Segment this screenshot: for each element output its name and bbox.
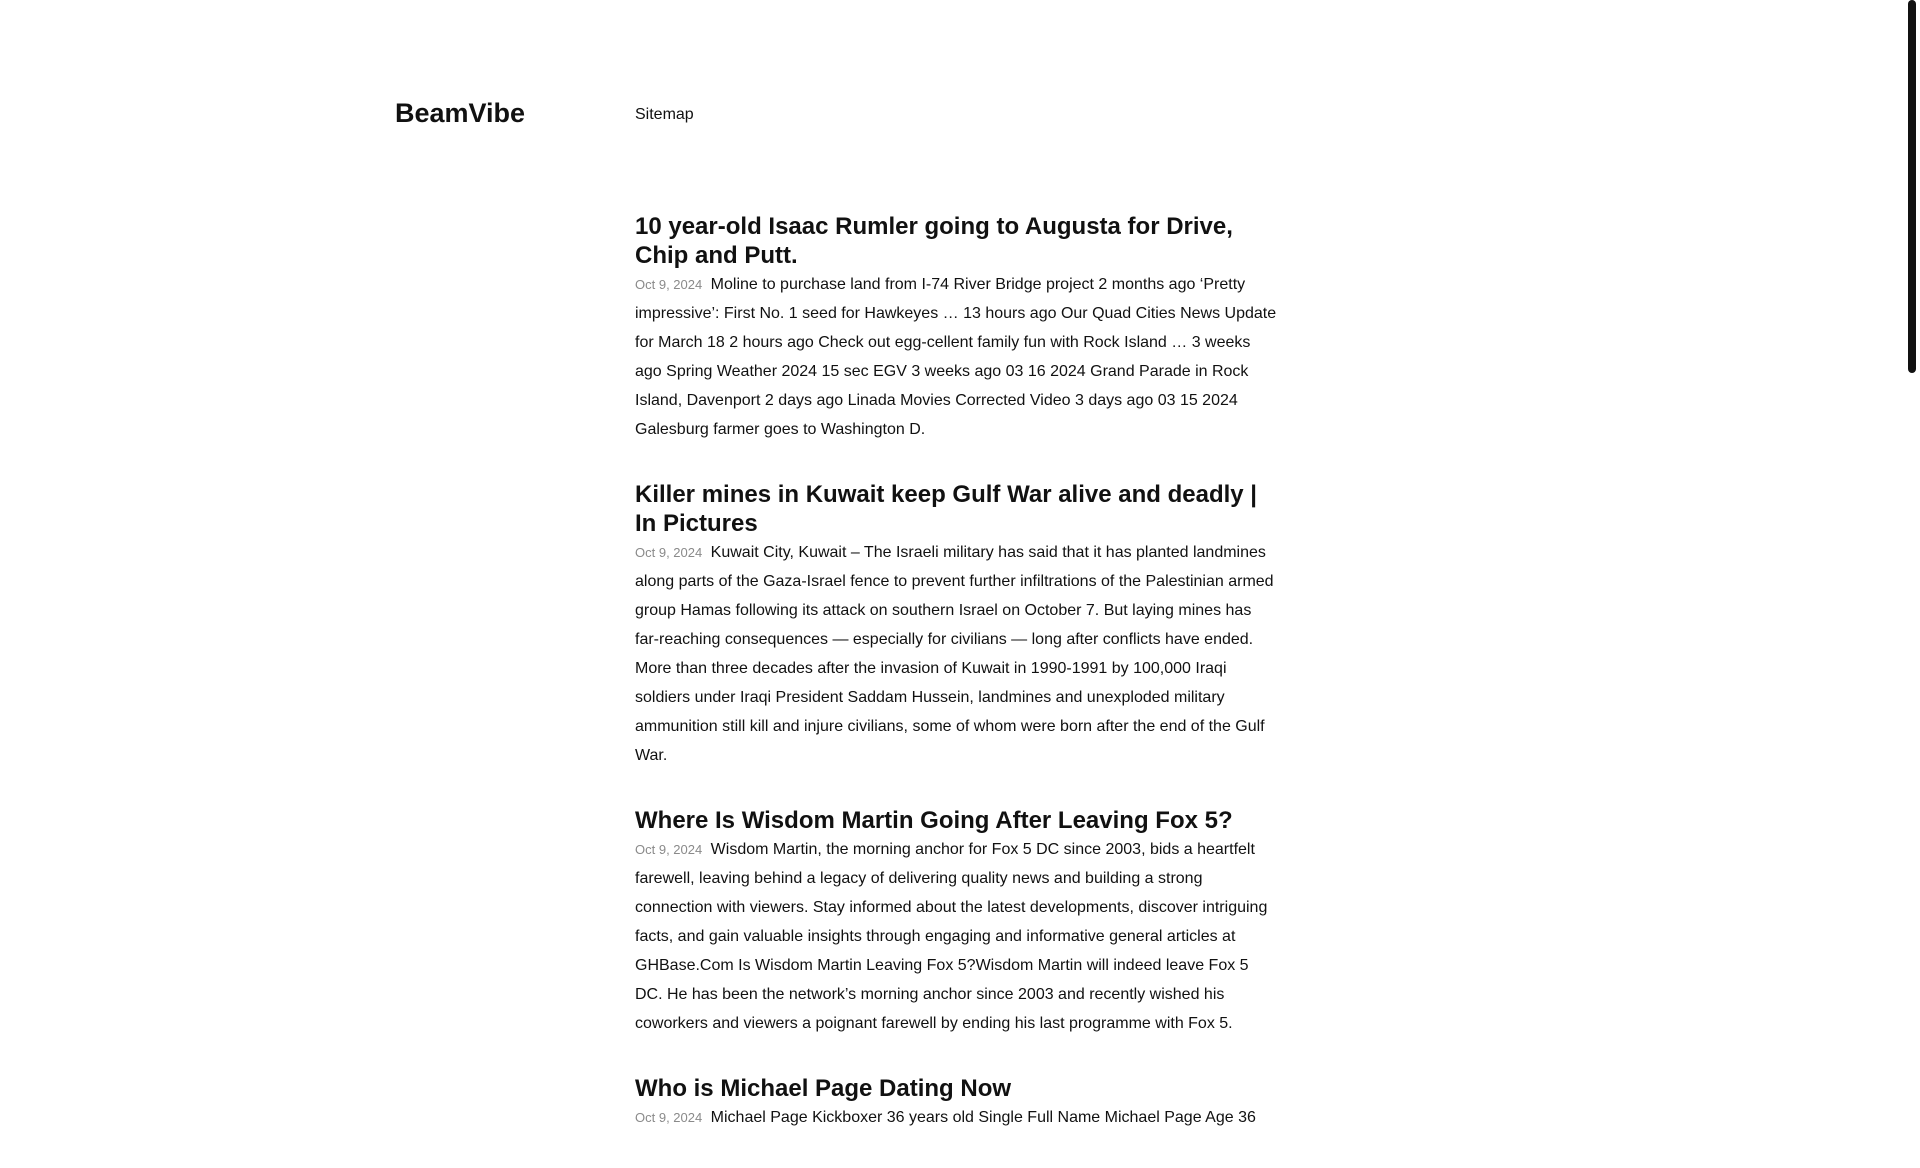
post-excerpt-block bbox=[635, 538, 1277, 770]
post-title bbox=[635, 806, 1277, 835]
post-title bbox=[635, 1074, 1277, 1103]
post-item bbox=[635, 480, 1277, 770]
post-item bbox=[635, 1074, 1277, 1132]
post-title bbox=[635, 480, 1277, 538]
post-excerpt: Moline to purchase land from I-74 River Bridge project 2 months ago ‘Pretty impressive’: First No. 1 seed for Hawkeyes … 13 hours ago Our Quad Cities News Update for March 18 2 hours ago Check out egg-cellent family fun with Rock Island … 3 weeks ago Spring Weather 2024 15 sec EGV 3 weeks ago 03 16 2024 Grand Parade in Rock Island, Davenport 2 days ago Linada Movies Corrected Video 3 days ago 03 15 2024 Galesburg farmer goes to Washington D. bbox=[635, 276, 1277, 438]
post-item bbox=[635, 212, 1277, 444]
post-title-link[interactable]: 10 year-old Isaac Rumler going to Augusta for Drive, Chip and Putt. bbox=[635, 213, 1233, 269]
post-date: Oct 9, 2024 bbox=[635, 842, 703, 857]
post-excerpt-block bbox=[635, 1103, 1277, 1132]
main-nav bbox=[635, 105, 694, 125]
site-header bbox=[0, 0, 1900, 160]
site-title-link[interactable]: BeamVibe bbox=[395, 98, 526, 128]
nav-link-sitemap[interactable]: Sitemap bbox=[635, 106, 694, 123]
post-title-link[interactable]: Who is Michael Page Dating Now bbox=[635, 1075, 1012, 1102]
post-title-link[interactable]: Killer mines in Kuwait keep Gulf War alive and deadly | In Pictures bbox=[635, 481, 1257, 537]
post-item bbox=[635, 806, 1277, 1038]
post-excerpt-block bbox=[635, 835, 1277, 1038]
post-date: Oct 9, 2024 bbox=[635, 277, 703, 292]
scrollbar-thumb[interactable] bbox=[1908, 0, 1916, 373]
post-title-link[interactable]: Where Is Wisdom Martin Going After Leaving Fox 5? bbox=[635, 807, 1233, 834]
vertical-scrollbar[interactable] bbox=[1903, 0, 1920, 1080]
post-excerpt: Wisdom Martin, the morning anchor for Fox 5 DC since 2003, bids a heartfelt farewell, leaving behind a legacy of delivering quality news and building a strong connection with viewers. Stay informed about the latest developments, discover intriguing facts, and gain valuable insights through engaging and informative general articles at GHBase.Com Is Wisdom Martin Leaving Fox 5?Wisdom Martin will indeed leave Fox 5 DC. He has been the network’s morning anchor since 2003 and recently wished his coworkers and viewers a poignant farewell by ending his last programme with Fox 5. bbox=[635, 841, 1268, 1032]
post-excerpt: Michael Page Kickboxer 36 years old Single Full Name Michael Page Age 36 bbox=[710, 1109, 1256, 1126]
post-excerpt-block bbox=[635, 270, 1277, 444]
post-date: Oct 9, 2024 bbox=[635, 1110, 703, 1125]
post-title bbox=[635, 212, 1277, 270]
post-list bbox=[635, 212, 1277, 1168]
post-date: Oct 9, 2024 bbox=[635, 545, 703, 560]
post-excerpt: Kuwait City, Kuwait – The Israeli military has said that it has planted landmines along parts of the Gaza-Israel fence to prevent further infiltrations of the Palestinian armed group Hamas following its attack on southern Israel on October 7. But laying mines has far-reaching consequences — especially for civilians — long after conflicts have ended. More than three decades after the invasion of Kuwait in 1990-1991 by 100,000 Iraqi soldiers under Iraqi President Saddam Hussein, landmines and unexploded military ammunition still kill and injure civilians, some of whom were born after the end of the Gulf War. bbox=[635, 544, 1274, 764]
